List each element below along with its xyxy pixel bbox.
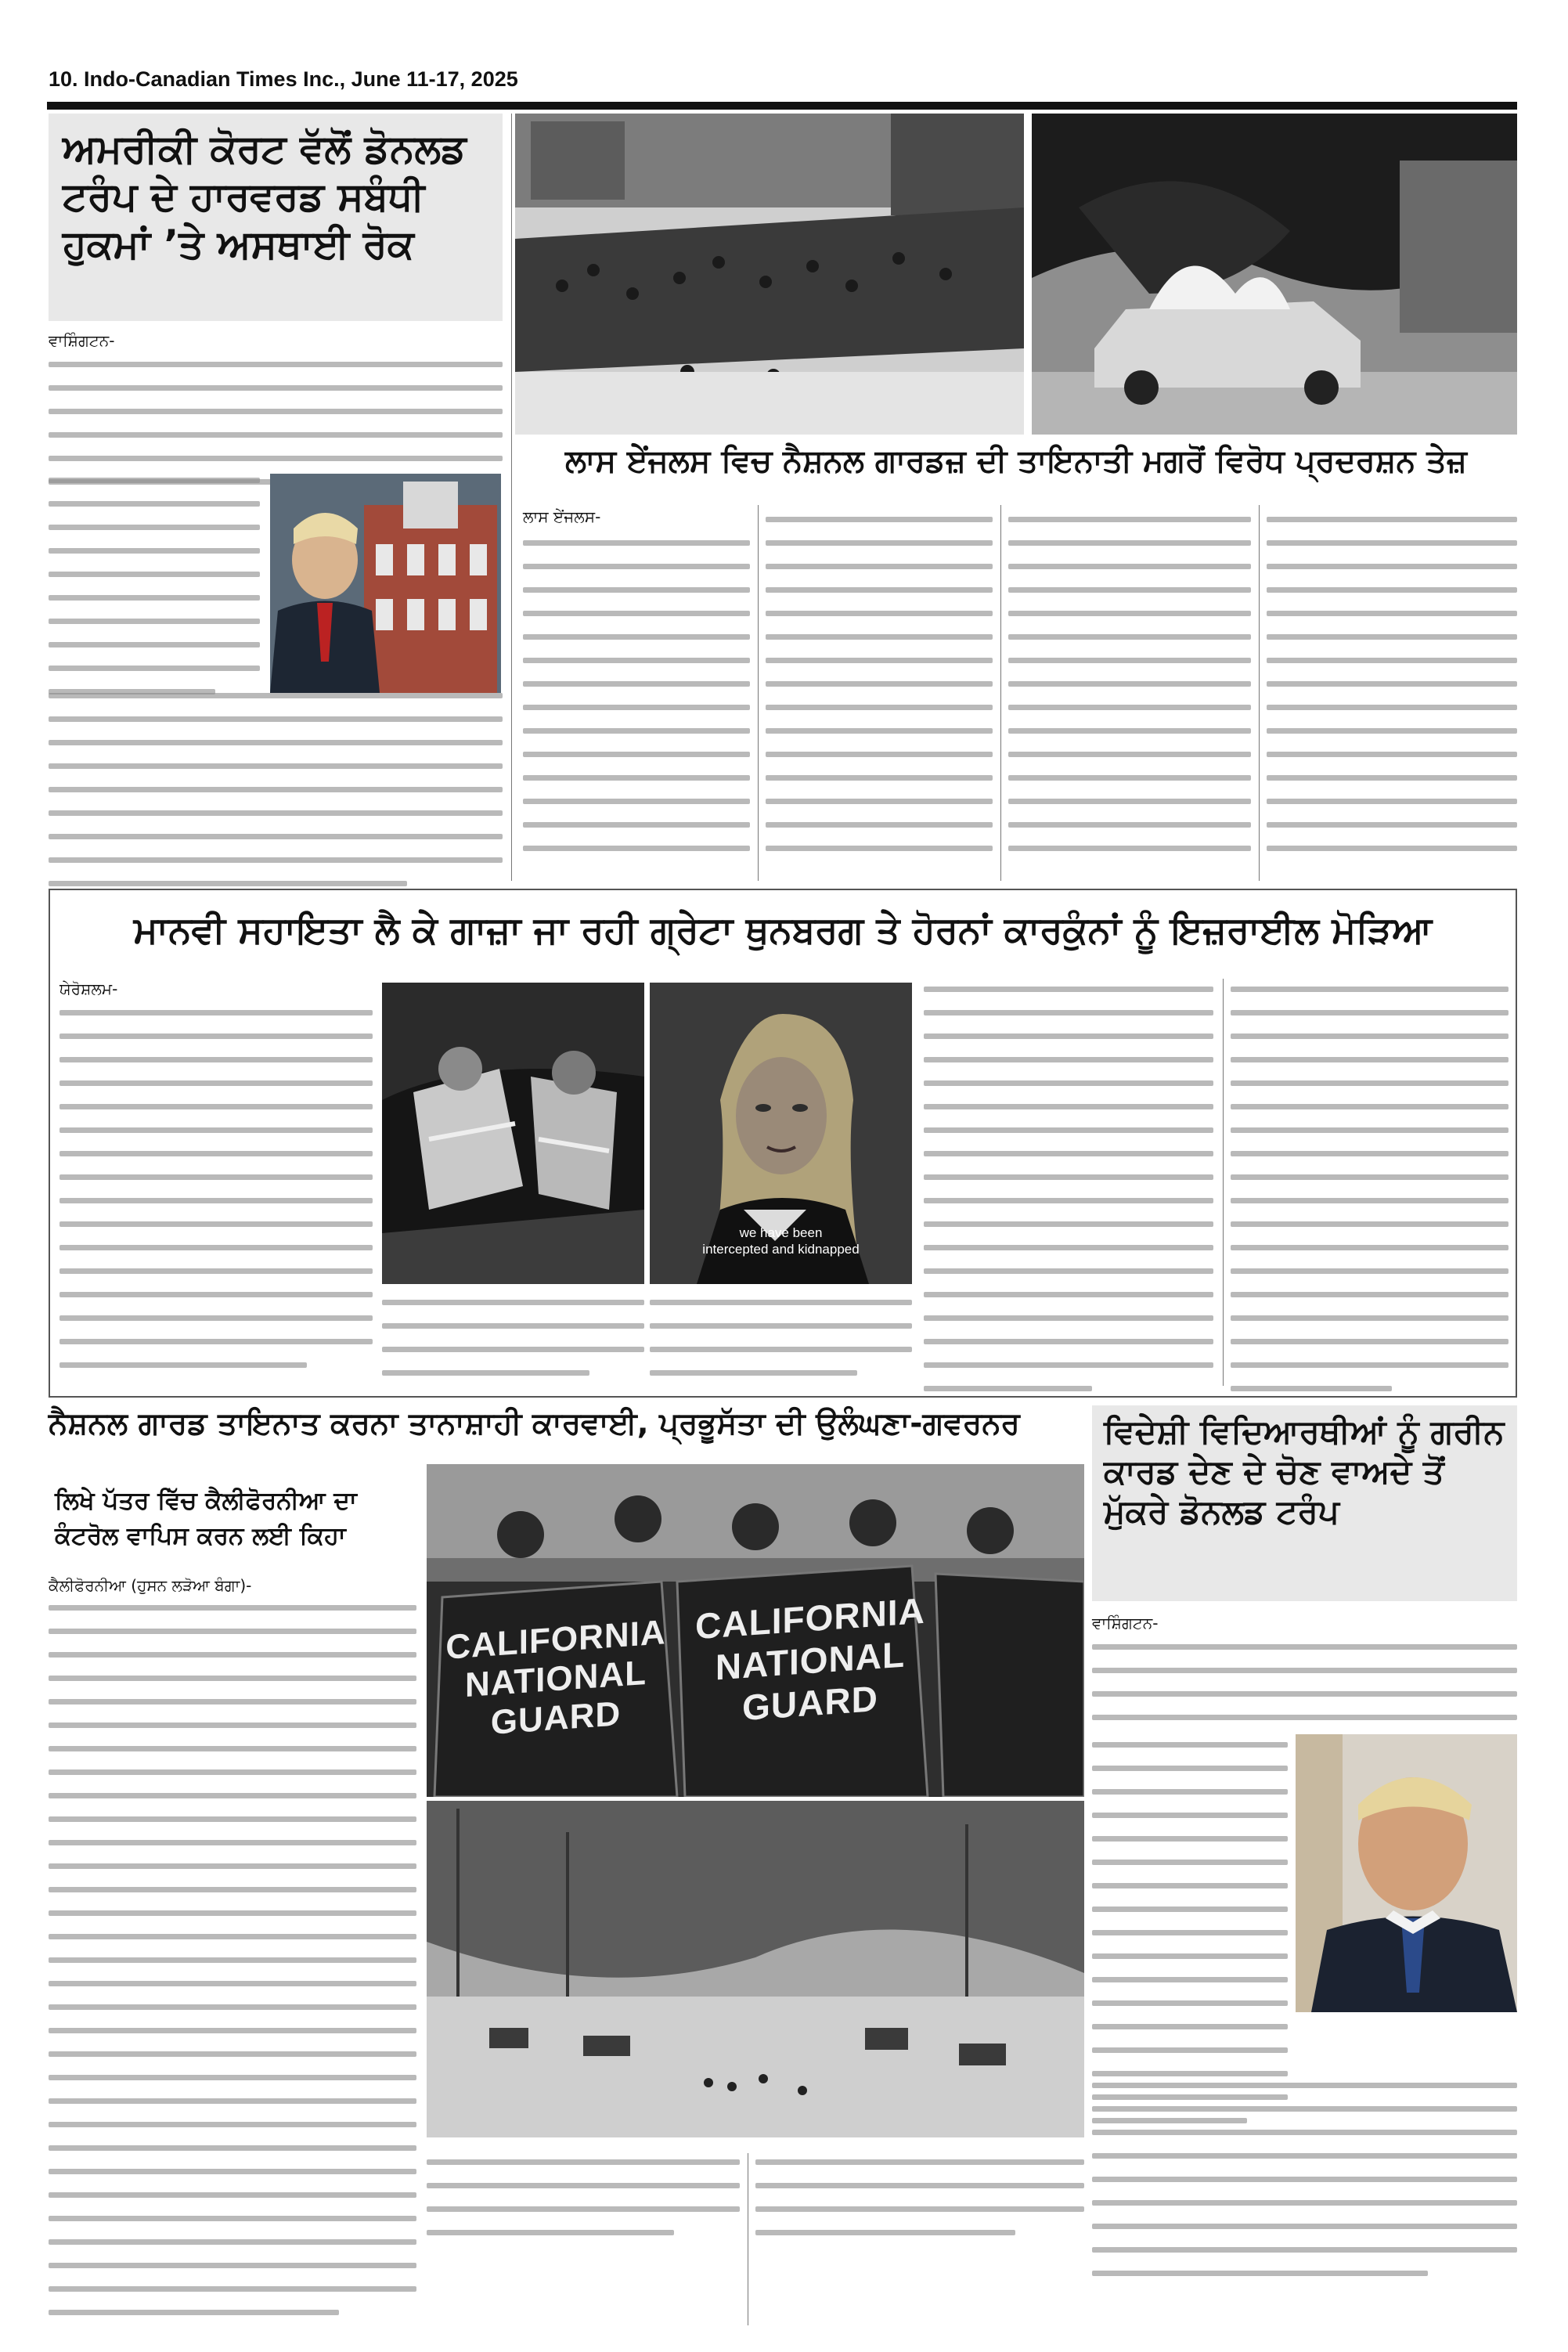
boat-activists-photo [382,983,644,1284]
story3-body-col3 [924,987,1213,1409]
video-caption-line1: we have been [739,1225,823,1240]
story4-subhead: ਲਿਖੇ ਪੱਤਰ ਵਿੱਚ ਕੈਲੀਫੋਰਨੀਆ ਦਾ ਕੰਟਰੋਲ ਵਾਪਿਸ ਕਰਨ ਲਈ ਕਿਹਾ [55,1487,357,1550]
story1-body-bottom [49,693,503,904]
story3-headline: ਮਾਨਵੀ ਸਹਾਇਤਾ ਲੈ ਕੇ ਗਾਜ਼ਾ ਜਾ ਰਹੀ ਗ੍ਰੇਟਾ ਥੁਨਬਰਗ ਤੇ ਹੋਰਨਾਂ ਕਾਰਕੁੰਨਾਂ ਨੂੰ ਇਜ਼ਰਾਈਲ ਮੋੜਿਆ [133,909,1433,952]
burning-car-photo [1032,114,1517,435]
story4-headline: ਨੈਸ਼ਨਲ ਗਾਰਡ ਤਾਇਨਾਤ ਕਰਨਾ ਤਾਨਾਸ਼ਾਹੀ ਕਾਰਵਾਈ, ਪ੍ਰਭੂਸੱਤਾ ਦੀ ਉਲੰਘਣਾ-ਗਵਰਨਰ [49,1406,1020,1441]
story3-body-col4 [1231,987,1509,1409]
shield-text-line2: NATIONAL GUARD [464,1653,647,1742]
story4-body-col2 [427,2159,740,2253]
story4-body-col3 [755,2159,1084,2253]
story2-body-col3 [1008,517,1251,869]
trump-portrait-photo [1296,1734,1517,2012]
story5-body-bottom [1092,2083,1517,2294]
story2-body-col2 [766,517,993,869]
column-rule [1223,979,1224,1386]
story5-headline: ਵਿਦੇਸ਼ੀ ਵਿਦਿਆਰਥੀਆਂ ਨੂੰ ਗਰੀਨ ਕਾਰਡ ਦੇਣ ਦੇ ਚੋਣ ਵਾਅਦੇ ਤੋਂ ਮੁੱਕਰੇ ਡੋਨਲਡ ਟਰੰਪ [1104,1412,1505,1531]
masthead: 10. Indo-Canadian Times Inc., June 11-17, 2025 [49,67,518,91]
column-rule [1000,505,1001,881]
story4-dateline: ਕੈਲੀਫੋਰਨੀਆ (ਹੁਸਨ ਲੜੋਆ ਬੰਗਾ)- [49,1576,252,1595]
video-caption-line2: intercepted and kidnapped [702,1241,860,1257]
la-crowd-photo [515,114,1024,435]
story5-body-left [1092,1742,1288,2141]
column-rule [758,505,759,881]
trump-harvard-photo [270,474,501,693]
shield-text-line1: CALIFORNIA [445,1613,666,1667]
story1-body-left [49,478,260,712]
story3-body-under-photo-1 [382,1300,644,1394]
shield-text-left [427,1611,685,1747]
shield-text-line2: NATIONAL GUARD [715,1633,906,1729]
shield-text-center [685,1589,935,1733]
story3-body-under-photo-2 [650,1300,912,1394]
greta-video-still [650,983,912,1284]
story1-headline: ਅਮਰੀਕੀ ਕੋਰਟ ਵੱਲੋਂ ਡੋਨਲਡ ਟਰੰਪ ਦੇ ਹਾਰਵਰਡ ਸਬੰਧੀ ਹੁਕਮਾਂ ’ਤੇ ਅਸਥਾਈ ਰੋਕ [63,126,467,267]
story2-body-col1 [523,540,750,869]
story3-dateline: ਯੇਰੋਸ਼ਲਮ- [59,979,118,998]
story1-dateline: ਵਾਸ਼ਿੰਗਟਨ- [49,331,115,350]
story4-body-col1 [49,1605,416,2333]
column-rule [1259,505,1260,881]
top-rule [47,102,1517,110]
story2-headline: ਲਾਸ ਏਂਜਲਸ ਵਿਚ ਨੈਸ਼ਨਲ ਗਾਰਡਜ਼ ਦੀ ਤਾਇਨਾਤੀ ਮਗਰੋਂ ਵਿਰੋਧ ਪ੍ਰਦਰਸ਼ਨ ਤੇਜ਼ [565,443,1467,479]
video-caption [650,1225,912,1258]
story5-dateline: ਵਾਸ਼ਿੰਗਟਨ- [1092,1614,1159,1632]
national-guard-shields-photo [427,1464,1084,1797]
story5-body-top [1092,1644,1517,1738]
story3-body-col1 [59,1010,373,1386]
column-rule [511,114,512,881]
shield-text-line1: CALIFORNIA [695,1589,925,1647]
story2-dateline: ਲਾਸ ਏਂਜਲਸ- [523,507,601,526]
street-smoke-photo [427,1801,1084,2137]
story2-body-col4 [1267,517,1517,869]
